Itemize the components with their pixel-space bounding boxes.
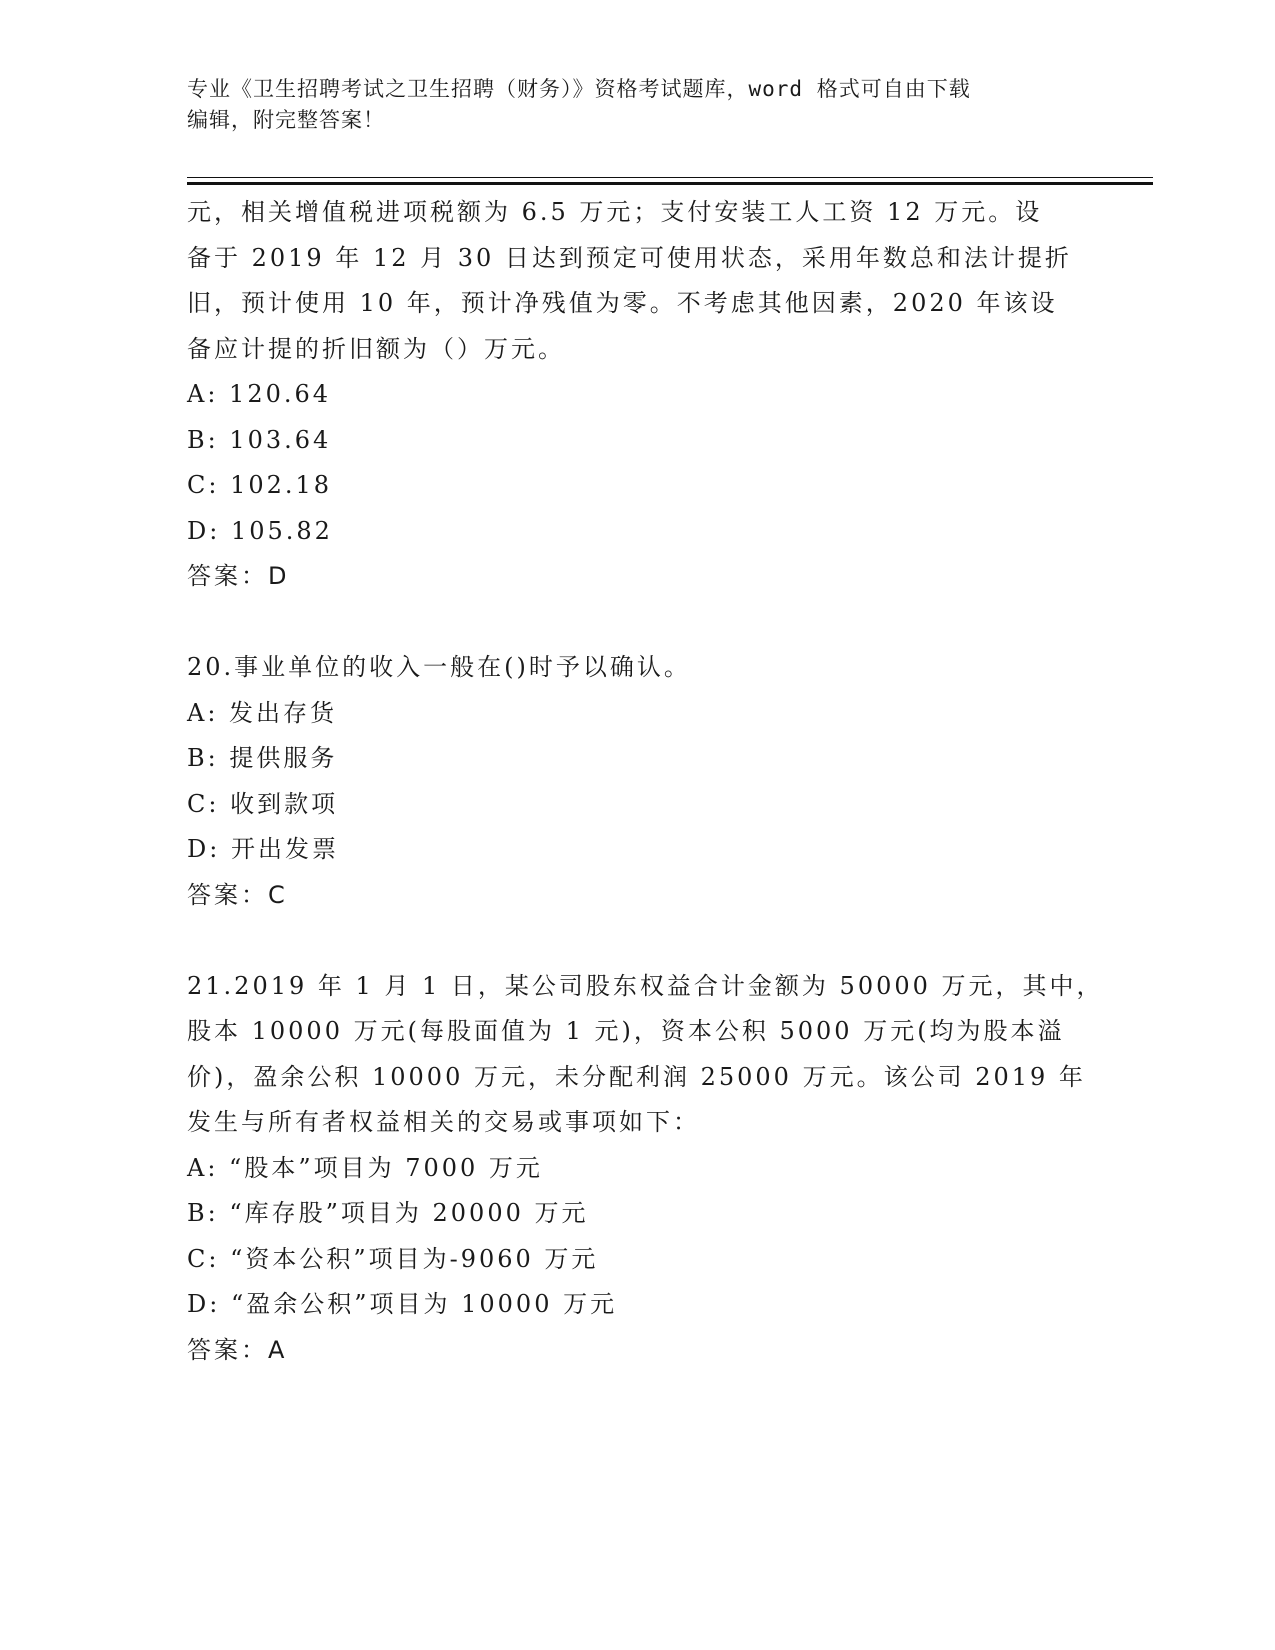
header-line-2: 编辑，附完整答案！ <box>187 108 385 132</box>
option-b: B: “库存股”项目为 20000 万元 <box>187 1199 589 1227</box>
question-20 <box>187 645 1087 918</box>
answer: 答案：A <box>187 1335 288 1364</box>
question-text-line: 备应计提的折旧额为（）万元。 <box>187 334 565 363</box>
option-a: A: “股本”项目为 7000 万元 <box>187 1153 543 1182</box>
header-divider-thin <box>187 177 1153 178</box>
document-header <box>187 74 1087 136</box>
option-b: B: 提供服务 <box>187 744 338 772</box>
question-19 <box>187 190 1087 600</box>
option-c: C: 102.18 <box>187 471 333 499</box>
question-text-line: 21.2019 年 1 月 1 日，某公司股东权益合计金额为 50000 万元，其中， <box>187 971 1104 1000</box>
question-text-line: 发生与所有者权益相关的交易或事项如下： <box>187 1108 700 1136</box>
spacer <box>187 918 1087 964</box>
option-a: A: 发出存货 <box>187 698 338 727</box>
option-b: B: 103.64 <box>187 425 332 454</box>
option-d: D: 开出发票 <box>187 835 339 863</box>
question-text-line: 备于 2019 年 12 月 30 日达到预定可使用状态，采用年数总和法计提折 <box>187 243 1072 272</box>
header-divider-thick <box>187 182 1153 185</box>
option-d: D: “盈余公积”项目为 10000 万元 <box>187 1290 618 1318</box>
question-text-line: 元，相关增值税进项税额为 6.5 万元；支付安装工人工资 12 万元。设 <box>187 198 1043 226</box>
answer: 答案：D <box>187 562 290 590</box>
answer: 答案：C <box>187 880 288 909</box>
question-21 <box>187 964 1104 1374</box>
option-c: C: 收到款项 <box>187 789 339 818</box>
question-text-line: 股本 10000 万元(每股面值为 1 元)，资本公积 5000 万元(均为股本溢 <box>187 1017 1065 1045</box>
option-a: A: 120.64 <box>187 380 332 408</box>
option-c: C: “资本公积”项目为-9060 万元 <box>187 1244 599 1273</box>
option-d: D: 105.82 <box>187 516 333 545</box>
spacer <box>187 600 1087 646</box>
header-line-1: 专业《卫生招聘考试之卫生招聘（财务）》资格考试题库，word 格式可自由下载 <box>187 77 971 101</box>
question-text-line: 价)，盈余公积 10000 万元，未分配利润 25000 万元。该公司 2019 年 <box>187 1062 1086 1091</box>
question-text-line: 20.事业单位的收入一般在()时予以确认。 <box>187 653 691 681</box>
document-body <box>187 190 1104 1373</box>
question-text-line: 旧，预计使用 10 年，预计净残值为零。不考虑其他因素，2020 年该设 <box>187 289 1058 317</box>
